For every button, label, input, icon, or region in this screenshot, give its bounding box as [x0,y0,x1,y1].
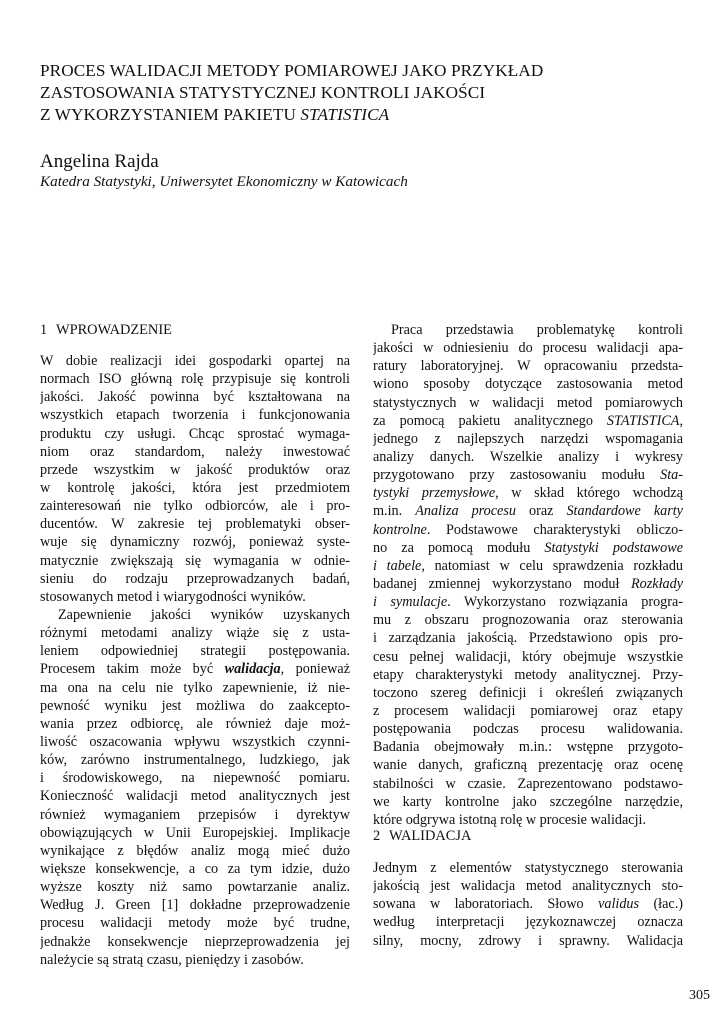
text-segment: Procesem takim może być [40,661,225,678]
text-segment: . Podstawowe charakterystyki obliczo- [426,521,683,538]
section-2-number: 2 [373,828,381,844]
intro-right-paragraph [373,321,683,829]
text-line: wyższe koszty niż samo powtarzanie analiz. [40,879,350,896]
text-italic: i symulacje [373,594,448,611]
text-line [373,502,683,520]
text-line: i zarządzania jakością. Przedstawiono opis pro- [373,630,683,647]
page-number: 305 [689,988,710,1003]
text-line [373,412,683,430]
text-line: według interpretacji językoznawczej oznacza [373,914,683,931]
text-line: sieniu do rodzaju przeprowadzanych badań, [40,570,350,587]
text-line: ratury laboratoryjnej. W opracowaniu przedsta- [373,358,683,375]
text-segment: (łac.) [639,896,683,913]
text-line: z procesem walidacji pomiarowej oraz etapy [373,702,683,719]
text-line: liwość oszacowania wpływu wszystkich czynni- [40,733,350,750]
text-italic: tystyki przemysłowe [373,485,496,502]
text-line: we karty kontrolne jako szczególne narzędzie, [373,793,683,810]
text-line: Zapewnienie jakości wyników uzyskanych [58,606,350,623]
text-line: i środowiskowego, na niepewność pomiaru. [40,770,350,787]
text-line: jakością jest walidacja metod analitycznych sto- [373,878,683,895]
section-2-title: WALIDACJA [389,828,472,844]
title-line-2: ZASTOSOWANIA STATYSTYCZNEJ KONTROLI JAKOŚCI [40,83,486,102]
text-line: matycznie zwiększają się wymagania w odnie- [40,552,350,569]
text-segment: za pomocą pakietu analitycznego [373,412,607,429]
text-line: ducentów. W zakresie tej problematyki obser- [40,516,350,533]
text-line: analizy danych. Wszelkie analizy i wykresy [373,448,683,465]
text-line: jakości w odniesieniu do procesu walidacji apa- [373,340,683,357]
text-line [373,895,683,913]
section-1-paragraph-1 [40,352,350,969]
title-line-1: PROCES WALIDACJI METODY POMIAROWEJ JAKO PRZYKŁAD [40,61,544,80]
text-line: Praca przedstawia problematykę kontroli [391,322,683,338]
text-line [373,593,683,611]
text-line: etapy charakterystyki metody analitycznej. Przy- [373,666,683,683]
section-2-heading [373,827,471,845]
text-line [373,575,683,593]
section-1-number: 1 [40,322,48,338]
text-line: jakości. Jakość powinna być kształtowana na [40,389,350,406]
text-line: różnymi metodami analizy wiąże się z usta- [40,625,350,642]
text-segment: oraz [515,503,567,520]
text-line: procesu walidacji metody może być trudne, [40,915,350,932]
text-line: zainteresowań nie tylko odbiorców, ale i pro- [40,498,350,515]
text-line: niom oraz standardom, należy inwestować [40,443,350,460]
text-line: W dobie realizacji idei gospodarki opartej na [40,353,350,369]
text-line: ma ona na celu nie tylko zapewnienie, iż nie- [40,679,350,696]
section-1-heading [40,321,172,339]
text-line: obowiązujących w Unii Europejskiej. Implikacje [40,824,350,841]
text-line: jednego z najlepszych narzędzi wspomagania [373,430,683,447]
text-line: toczono szereg definicji i określeń związanych [373,684,683,701]
paper-title [40,60,690,126]
text-line: jednakże konsekwencje nieprzeprowadzenia jej [40,933,350,950]
text-line: Według J. Green [1] dokładne przeprowadzenie [40,897,350,914]
text-segment: , natomiast w celu sprawdzenia rozkładu [421,557,683,574]
text-line: pewność wyniku jest możliwa do zaakcepto- [40,697,350,714]
text-italic: Sta- [660,467,683,484]
text-line: normach ISO główną rolę przypisuje się kontroli [40,371,350,388]
text-segment: badanej zmiennej wykorzystano moduł [373,575,631,592]
author-name: Angelina Rajda [40,151,159,172]
author-affiliation: Katedra Statystyki, Uniwersytet Ekonomiczny w Katowicach [40,173,408,190]
text-line [373,484,683,502]
text-line-emphasis [40,660,350,678]
text-line: przede wszystkim w jakość produktów oraz [40,461,350,478]
text-line [373,539,683,557]
text-line: w kontrolę jakości, która jest przedmiotem [40,479,350,496]
text-italic: Statystyki podstawowe [544,539,683,556]
text-line: ków, zarówno instrumentalnego, ludzkiego, jak [40,752,350,769]
text-segment: sowana w laboratoriach. Słowo [373,896,599,913]
text-segment: , ponieważ [280,661,350,678]
text-line: silny, mocny, zdrowy i sprawny. Walidacja [373,932,683,949]
text-line: stabilności w czasie. Zaprezentowano podstawo- [373,775,683,792]
text-line: mu z obszaru prognozowania oraz sterowania [373,612,683,629]
text-line: wynikające z błędów analiz mogą mieć dużo [40,842,350,859]
text-italic: Rozkłady [630,575,683,592]
text-line: wszystkich etapach tworzenia i funkcjonowania [40,407,350,424]
text-line: które odgrywa istotną rolę w procesie walidacji. [373,811,647,828]
text-segment: przygotowano przy zastosowaniu modułu [373,467,661,484]
text-line: wiono sposoby dotyczące zastosowania metod [373,376,683,393]
text-segment: m.in. [373,503,416,520]
text-line: stosowanych metod i wiarygodności wyników. [40,588,306,605]
text-line: postępowania podczas procesu walidowania. [373,721,683,738]
term-validus: validus [598,896,640,913]
text-line: większe konsekwencje, a co za tym idzie, dużo [40,860,350,877]
text-italic: i tabele [373,557,422,574]
text-line: wuje się dynamiczny rozwój, ponieważ syste- [40,534,350,551]
text-line [373,557,683,575]
section-2-paragraph [373,859,683,950]
title-line-3-italic: STATISTICA [300,105,390,124]
text-line: wanie danych, graficzną prezentację oraz ocenę [373,757,683,774]
text-italic: Analiza procesu [415,503,516,520]
text-line [373,466,683,484]
text-segment: , [679,412,683,429]
text-italic: Standardowe karty [566,503,683,520]
text-segment: . Wykorzystano rozwiązania progra- [447,594,683,611]
text-line: Badania obejmowały m.in.: wstępne przygoto- [373,739,683,756]
title-line-3-text: Z WYKORZYSTANIEM PAKIETU [40,105,301,124]
text-line: wania przez odbiorcę, ale również daje moż- [40,715,350,732]
text-line [373,521,683,539]
term-walidacja: walidacja [224,661,281,678]
text-line: należycie są stratą czasu, pieniędzy i zasobów. [40,951,304,968]
text-italic: STATISTICA [606,412,680,429]
text-line: Konieczność walidacji metod analitycznych jest [40,788,350,805]
text-line: leniem odpowiedniej strategii postępowania. [40,643,350,660]
text-segment: , w skład którego wchodzą [495,485,683,502]
text-line: również wymaganiem przepisów i dyrektyw [40,806,350,823]
section-1-title: WPROWADZENIE [56,322,172,338]
text-line: Jednym z elementów statystycznego sterowania [373,860,683,876]
text-italic: kontrolne [373,521,427,538]
title-line-3 [40,104,690,126]
text-line: cesu pełnej walidacji, który obejmuje wszystkie [373,648,683,665]
text-segment: no za pomocą modułu [373,539,545,556]
text-line: produktu czy usługi. Chcąc sprostać wymaga- [40,425,350,442]
text-line: statystycznych w walidacji metod pomiarowych [373,394,683,411]
